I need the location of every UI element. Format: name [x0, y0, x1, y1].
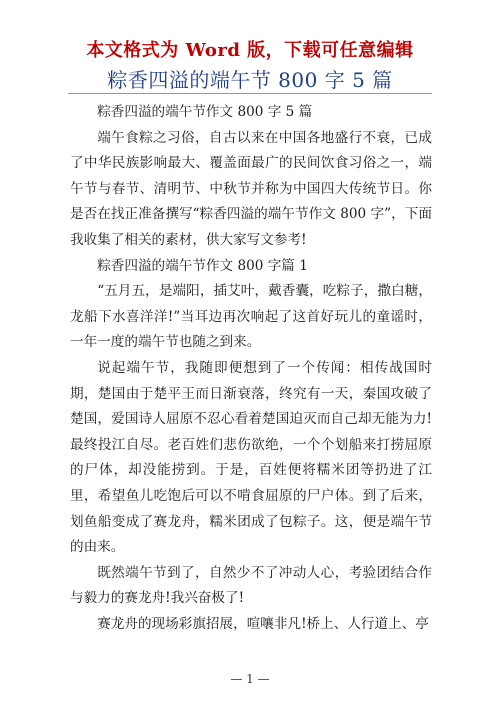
format-banner: 本文格式为 Word 版，下载可任意编辑: [86, 40, 414, 61]
body-paragraph: 赛龙舟的现场彩旗招展，喧嚷非凡!桥上、人行道上、亭: [97, 615, 429, 632]
body-paragraph: 既然端午节到了，自然少不了冲动人心，考验团结合作与毅力的赛龙舟!我兴奋极了!: [70, 564, 432, 607]
title-divider: [68, 93, 432, 94]
page-number: — 1 —: [230, 672, 270, 686]
body-paragraph: 说起端午节，我随即便想到了一个传闻：相传战国时期，楚国由于楚平王而日渐衰落，终究有一天，秦国攻破了楚国，爱国诗人屈原不忍心看着楚国迫灭而自己却无能为力!最终投江自尽。老百姓们悲伤欲绝，一个个划船来打捞屈原的尸体，却没能捞到。于是，百姓便将糯米团等扔进了江里，希望鱼儿吃饱后可以不啃食屈原的尸户体。到了后来，划鱼船变成了赛龙舟，糯米团成了包粽子。这，便是端午节的由来。: [70, 359, 432, 556]
body-paragraph: 端午食粽之习俗，自古以来在中国各地盛行不衰，已成了中华民族影响最大、覆盖面最广的民间饮食习俗之一，端午节与春节、清明节、中秋节并称为中国四大传统节日。你是否在找正准备撰写“粽香四溢的端午节作文 800 字”，下面我收集了相关的素材，供大家写文参考!: [70, 129, 432, 248]
document-body: [70, 100, 432, 637]
body-paragraph: “五月五，是端阳，插艾叶，戴香囊，吃粽子，撒白糖，龙船下水喜洋洋!”当耳边再次响起了这首好玩儿的童谣时，一年一度的端午节也随之到来。: [70, 283, 432, 351]
body-paragraph: 粽香四溢的端午节作文 800 字 5 篇: [97, 104, 313, 120]
document-title: 粽香四溢的端午节 800 字 5 篇: [107, 68, 393, 92]
section-heading: 粽香四溢的端午节作文 800 字篇 1: [97, 257, 308, 274]
